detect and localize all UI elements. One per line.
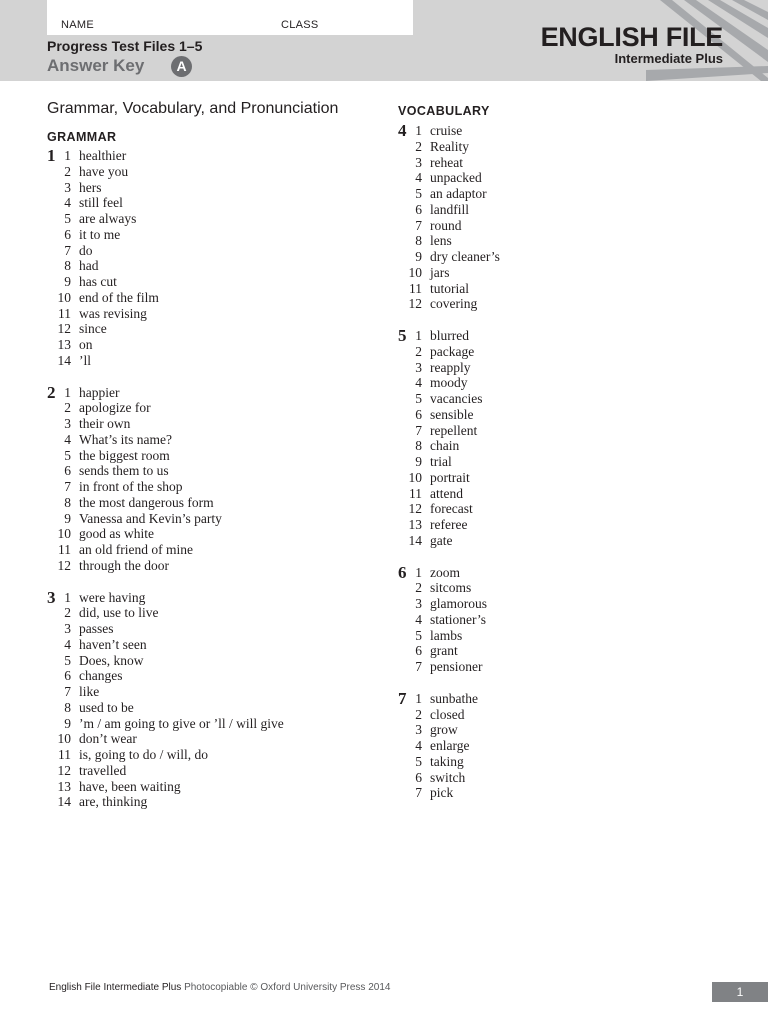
answer-text: pick bbox=[430, 785, 454, 801]
answer-text: happier bbox=[79, 384, 120, 400]
brand-subtitle: Intermediate Plus bbox=[614, 51, 723, 66]
answer-item bbox=[47, 779, 284, 795]
item-number: 11 bbox=[409, 280, 422, 296]
answer-item bbox=[47, 558, 284, 574]
answer-text: are, thinking bbox=[79, 794, 148, 810]
answer-text: taking bbox=[430, 753, 464, 769]
item-number: 11 bbox=[58, 542, 71, 557]
footer-book-title: English File Intermediate Plus bbox=[49, 982, 182, 993]
answer-item bbox=[47, 587, 284, 607]
exercise-1 bbox=[47, 148, 284, 369]
answer-text: grant bbox=[430, 643, 458, 659]
item-number: 6 bbox=[64, 463, 71, 479]
answer-item bbox=[398, 580, 500, 596]
item-number: 2 bbox=[415, 138, 422, 154]
answer-item bbox=[398, 423, 500, 439]
answer-item bbox=[47, 258, 284, 274]
answer-text: chain bbox=[430, 438, 460, 454]
item-number: 4 bbox=[64, 636, 71, 652]
answer-item bbox=[398, 218, 500, 234]
answer-item bbox=[47, 526, 284, 542]
item-number: 1 bbox=[415, 690, 422, 706]
answer-text: jars bbox=[430, 264, 450, 280]
item-number: 8 bbox=[415, 233, 422, 249]
answer-text: travelled bbox=[79, 762, 127, 778]
item-number: 10 bbox=[57, 526, 71, 542]
answer-item bbox=[47, 274, 284, 290]
answer-item bbox=[47, 542, 284, 558]
item-number: 6 bbox=[64, 226, 71, 242]
class-label: CLASS bbox=[281, 19, 319, 31]
item-number: 12 bbox=[408, 296, 422, 312]
answer-item bbox=[398, 501, 500, 517]
answer-item bbox=[47, 621, 284, 637]
answer-text: closed bbox=[430, 706, 465, 722]
item-number: 2 bbox=[64, 400, 71, 416]
answer-text: like bbox=[79, 684, 100, 699]
answer-text: apologize for bbox=[79, 400, 151, 416]
answer-text: it to me bbox=[79, 226, 121, 242]
answer-item bbox=[47, 668, 284, 684]
answer-item bbox=[47, 400, 284, 416]
grammar-heading: GRAMMAR bbox=[47, 130, 117, 144]
answer-text: their own bbox=[79, 416, 131, 431]
item-number: 8 bbox=[64, 258, 71, 274]
section-title: Grammar, Vocabulary, and Pronunciation bbox=[47, 100, 339, 117]
answer-item bbox=[47, 432, 284, 448]
answer-item bbox=[47, 794, 284, 810]
item-number: 1 bbox=[64, 589, 71, 605]
vocabulary-heading: VOCABULARY bbox=[398, 104, 490, 118]
item-number: 1 bbox=[415, 564, 422, 580]
answer-item bbox=[47, 416, 284, 432]
item-number: 7 bbox=[415, 785, 422, 801]
answer-text: stationer’s bbox=[430, 611, 486, 627]
answer-text: trial bbox=[430, 454, 452, 469]
item-number: 13 bbox=[408, 517, 422, 532]
answer-item bbox=[47, 605, 284, 621]
footer-copyright: Photocopiable © Oxford University Press 2014 bbox=[184, 982, 391, 993]
item-number: 11 bbox=[409, 485, 422, 501]
answer-text: covering bbox=[430, 296, 478, 312]
item-number: 7 bbox=[64, 684, 71, 699]
answer-text: forecast bbox=[430, 501, 473, 517]
answer-text: the biggest room bbox=[79, 447, 170, 463]
answer-text: ’m / am going to give or ’ll / will give bbox=[79, 715, 284, 731]
answer-item bbox=[398, 517, 500, 533]
answer-item bbox=[398, 722, 500, 738]
answer-text: attend bbox=[430, 485, 463, 501]
item-number: 6 bbox=[415, 643, 422, 659]
item-number: 6 bbox=[415, 201, 422, 217]
answer-text: hers bbox=[79, 179, 102, 195]
item-number: 5 bbox=[415, 627, 422, 643]
answer-item bbox=[47, 290, 284, 306]
footer bbox=[49, 982, 390, 993]
answer-text: good as white bbox=[79, 526, 154, 542]
page-number: 1 bbox=[712, 982, 768, 1002]
item-number: 13 bbox=[57, 337, 71, 352]
item-number: 7 bbox=[415, 422, 422, 438]
answer-text: reheat bbox=[430, 154, 463, 170]
answer-item bbox=[398, 233, 500, 249]
answer-item bbox=[398, 296, 500, 312]
answer-text: gate bbox=[430, 532, 453, 548]
answer-item bbox=[47, 747, 284, 763]
answer-text: ’ll bbox=[79, 352, 91, 368]
item-number: 2 bbox=[415, 706, 422, 722]
answer-item bbox=[47, 763, 284, 779]
answer-item bbox=[398, 155, 500, 171]
answer-text: referee bbox=[430, 517, 468, 532]
exercise-7 bbox=[398, 688, 500, 801]
answer-text: had bbox=[79, 258, 99, 274]
item-number: 7 bbox=[415, 659, 422, 674]
exercise-number: 2 bbox=[47, 382, 56, 402]
exercise-2 bbox=[47, 382, 284, 574]
answer-item bbox=[47, 382, 284, 402]
item-number: 9 bbox=[64, 274, 71, 289]
answer-text: still feel bbox=[79, 195, 123, 211]
answer-item bbox=[398, 770, 500, 786]
item-number: 11 bbox=[58, 305, 71, 321]
answer-item bbox=[398, 785, 500, 801]
answer-text: package bbox=[430, 343, 475, 359]
item-number: 2 bbox=[64, 605, 71, 621]
answer-text: since bbox=[79, 321, 107, 337]
answer-text: zoom bbox=[430, 564, 460, 580]
item-number: 6 bbox=[64, 668, 71, 684]
answer-item bbox=[47, 511, 284, 527]
answer-item bbox=[398, 562, 500, 582]
answer-item bbox=[47, 337, 284, 353]
answer-text: an old friend of mine bbox=[79, 542, 193, 557]
answer-item bbox=[47, 684, 284, 700]
version-badge: A bbox=[171, 56, 192, 77]
answer-text: changes bbox=[79, 668, 123, 684]
answer-text: switch bbox=[430, 769, 466, 785]
item-number: 3 bbox=[64, 416, 71, 431]
answer-item bbox=[398, 186, 500, 202]
answer-item bbox=[47, 148, 284, 164]
exercise-number: 1 bbox=[47, 146, 56, 165]
answer-item bbox=[47, 353, 284, 369]
answer-item bbox=[398, 454, 500, 470]
item-number: 4 bbox=[415, 611, 422, 627]
answer-text: Reality bbox=[430, 138, 469, 154]
item-number: 8 bbox=[64, 699, 71, 715]
grammar-column bbox=[47, 148, 284, 826]
item-number: 3 bbox=[415, 596, 422, 611]
answer-item bbox=[47, 180, 284, 196]
answer-item bbox=[398, 360, 500, 376]
answer-text: reapply bbox=[430, 359, 471, 375]
item-number: 5 bbox=[64, 652, 71, 668]
answer-item bbox=[47, 211, 284, 227]
item-number: 9 bbox=[415, 249, 422, 264]
item-number: 7 bbox=[64, 242, 71, 258]
item-number: 5 bbox=[415, 753, 422, 769]
answer-text: end of the film bbox=[79, 289, 159, 305]
item-number: 2 bbox=[415, 343, 422, 359]
answer-text: round bbox=[430, 217, 462, 233]
exercise-6 bbox=[398, 562, 500, 675]
header-band bbox=[0, 0, 768, 81]
answer-item bbox=[398, 249, 500, 265]
item-number: 3 bbox=[415, 359, 422, 375]
exercise-5 bbox=[398, 328, 500, 549]
answer-text: pensioner bbox=[430, 659, 483, 674]
exercise-number: 3 bbox=[47, 587, 56, 607]
answer-text: cruise bbox=[430, 123, 463, 138]
exercise-number: 6 bbox=[398, 562, 407, 582]
answer-item bbox=[398, 438, 500, 454]
item-number: 7 bbox=[64, 479, 71, 494]
answer-text: unpacked bbox=[430, 170, 482, 186]
name-label: NAME bbox=[61, 19, 94, 31]
exercise-number: 4 bbox=[398, 121, 407, 140]
answer-text: healthier bbox=[79, 148, 127, 163]
answer-item bbox=[398, 407, 500, 423]
answer-text: sensible bbox=[430, 406, 474, 422]
answer-text: enlarge bbox=[430, 738, 470, 753]
item-number: 14 bbox=[57, 794, 71, 810]
answer-text: sunbathe bbox=[430, 690, 478, 706]
answer-text: Does, know bbox=[79, 652, 144, 668]
answer-item bbox=[47, 700, 284, 716]
answer-text: has cut bbox=[79, 274, 117, 289]
item-number: 1 bbox=[415, 328, 422, 343]
answer-item bbox=[47, 195, 284, 211]
answer-text: lens bbox=[430, 233, 452, 249]
answer-item bbox=[47, 321, 284, 337]
item-number: 8 bbox=[415, 438, 422, 454]
answer-item bbox=[398, 659, 500, 675]
answer-text: moody bbox=[430, 375, 468, 391]
answer-text: haven’t seen bbox=[79, 636, 147, 652]
item-number: 10 bbox=[57, 731, 71, 747]
answer-item bbox=[47, 448, 284, 464]
answer-item bbox=[47, 653, 284, 669]
exercise-number: 5 bbox=[398, 326, 407, 345]
answer-text: through the door bbox=[79, 557, 169, 573]
item-number: 9 bbox=[64, 510, 71, 526]
item-number: 3 bbox=[64, 621, 71, 636]
answer-text: have you bbox=[79, 163, 129, 179]
answer-text: is, going to do / will, do bbox=[79, 747, 209, 762]
answer-text: an adaptor bbox=[430, 186, 487, 201]
answer-item bbox=[398, 265, 500, 281]
answer-item bbox=[398, 688, 500, 708]
answer-item bbox=[47, 637, 284, 653]
brand-logo bbox=[541, 22, 723, 66]
answer-item bbox=[47, 716, 284, 732]
answer-item bbox=[398, 139, 500, 155]
item-number: 7 bbox=[415, 217, 422, 233]
answer-text: blurred bbox=[430, 328, 469, 343]
answer-item bbox=[398, 533, 500, 549]
answer-text: grow bbox=[430, 722, 458, 738]
answer-text: landfill bbox=[430, 201, 469, 217]
answer-item bbox=[398, 707, 500, 723]
answer-text: was revising bbox=[79, 305, 147, 321]
answer-text: do bbox=[79, 242, 93, 258]
answer-text: portrait bbox=[430, 469, 470, 485]
answer-text: on bbox=[79, 337, 93, 352]
answer-item bbox=[398, 170, 500, 186]
item-number: 6 bbox=[415, 769, 422, 785]
item-number: 1 bbox=[64, 384, 71, 400]
item-number: 6 bbox=[415, 406, 422, 422]
answer-item bbox=[47, 243, 284, 259]
item-number: 10 bbox=[57, 289, 71, 305]
test-title: Progress Test Files 1–5 bbox=[47, 38, 203, 54]
answer-item bbox=[398, 612, 500, 628]
item-number: 12 bbox=[57, 762, 71, 778]
answer-key-label: Answer Key bbox=[47, 56, 145, 75]
item-number: 3 bbox=[415, 722, 422, 738]
answer-item bbox=[47, 463, 284, 479]
answer-item bbox=[398, 281, 500, 297]
answer-item bbox=[47, 495, 284, 511]
item-number: 8 bbox=[64, 494, 71, 510]
item-number: 4 bbox=[64, 195, 71, 211]
answer-item bbox=[398, 596, 500, 612]
answer-text: repellent bbox=[430, 422, 478, 438]
item-number: 1 bbox=[415, 123, 422, 138]
answer-item bbox=[47, 227, 284, 243]
item-number: 9 bbox=[415, 454, 422, 469]
exercise-4 bbox=[398, 123, 500, 312]
item-number: 4 bbox=[415, 738, 422, 753]
answer-item bbox=[398, 628, 500, 644]
answer-text: lambs bbox=[430, 627, 463, 643]
answer-item bbox=[398, 202, 500, 218]
item-number: 12 bbox=[57, 557, 71, 573]
name-class-box bbox=[47, 0, 413, 35]
answer-item bbox=[398, 486, 500, 502]
item-number: 11 bbox=[58, 747, 71, 762]
answer-item bbox=[398, 643, 500, 659]
item-number: 1 bbox=[64, 148, 71, 163]
answer-text: Vanessa and Kevin’s party bbox=[79, 510, 222, 526]
answer-text: glamorous bbox=[430, 596, 487, 611]
answer-item bbox=[398, 391, 500, 407]
answer-item bbox=[47, 164, 284, 180]
item-number: 3 bbox=[64, 179, 71, 195]
item-number: 2 bbox=[415, 580, 422, 596]
answer-text: the most dangerous form bbox=[79, 494, 214, 510]
answer-item bbox=[398, 328, 500, 344]
answer-item bbox=[47, 479, 284, 495]
answer-text: did, use to live bbox=[79, 605, 159, 621]
answer-text: don’t wear bbox=[79, 731, 137, 747]
answer-item bbox=[398, 738, 500, 754]
answer-item bbox=[47, 306, 284, 322]
item-number: 4 bbox=[64, 431, 71, 447]
answer-text: passes bbox=[79, 621, 114, 636]
item-number: 10 bbox=[408, 264, 422, 280]
item-number: 5 bbox=[415, 391, 422, 406]
item-number: 4 bbox=[415, 170, 422, 186]
answer-item bbox=[47, 731, 284, 747]
item-number: 4 bbox=[415, 375, 422, 391]
item-number: 5 bbox=[64, 447, 71, 463]
answer-item bbox=[398, 470, 500, 486]
item-number: 14 bbox=[57, 352, 71, 368]
exercise-number: 7 bbox=[398, 688, 407, 708]
answer-text: sends them to us bbox=[79, 463, 169, 479]
item-number: 5 bbox=[415, 186, 422, 201]
answer-text: vacancies bbox=[430, 391, 483, 406]
item-number: 9 bbox=[64, 715, 71, 731]
answer-item bbox=[398, 375, 500, 391]
answer-text: have, been waiting bbox=[79, 778, 181, 794]
exercise-3 bbox=[47, 587, 284, 811]
item-number: 5 bbox=[64, 211, 71, 226]
answer-text: dry cleaner’s bbox=[430, 249, 500, 264]
item-number: 12 bbox=[408, 501, 422, 517]
answer-text: What’s its name? bbox=[79, 431, 172, 447]
answer-item bbox=[398, 344, 500, 360]
item-number: 2 bbox=[64, 163, 71, 179]
item-number: 14 bbox=[408, 532, 422, 548]
answer-text: in front of the shop bbox=[79, 479, 183, 494]
answer-item bbox=[398, 754, 500, 770]
brand-title: ENGLISH FILE bbox=[540, 22, 723, 52]
answer-text: sitcoms bbox=[430, 580, 472, 596]
answer-text: used to be bbox=[79, 699, 134, 715]
answer-item bbox=[398, 123, 500, 139]
answer-text: tutorial bbox=[430, 280, 469, 296]
item-number: 3 bbox=[415, 154, 422, 170]
item-number: 10 bbox=[408, 469, 422, 485]
answer-text: are always bbox=[79, 211, 137, 226]
item-number: 12 bbox=[57, 321, 71, 337]
vocabulary-column bbox=[398, 123, 500, 817]
item-number: 13 bbox=[57, 778, 71, 794]
answer-text: were having bbox=[79, 589, 146, 605]
